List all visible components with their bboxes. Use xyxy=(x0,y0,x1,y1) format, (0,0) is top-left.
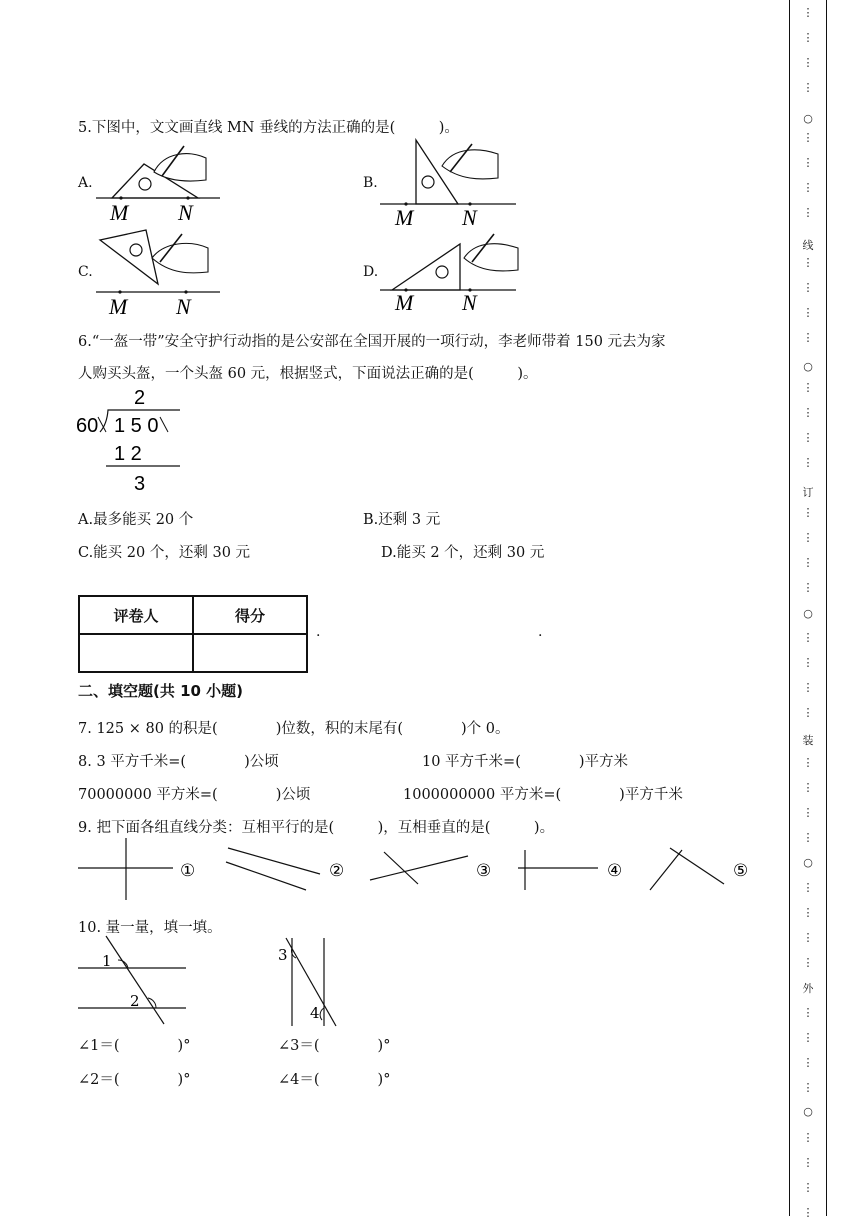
q5-text: 5.下图中，文文画直线 MN 垂线的方法正确的是( )。 xyxy=(78,120,459,136)
angle-label-3: 3 xyxy=(278,946,288,964)
dots-mark: ⋮ xyxy=(802,1081,814,1094)
group-label-1: ① xyxy=(180,861,196,881)
dots-mark: ⋮ xyxy=(802,281,814,294)
q5-option-a: A. xyxy=(78,175,93,191)
q6-option-a: A.最多能买 20 个 xyxy=(78,512,194,528)
dots-mark: ⋮ xyxy=(802,156,814,169)
dots-mark: ⋮ xyxy=(802,556,814,569)
point-n-label: N xyxy=(462,290,477,315)
angle-3-answer: ∠3＝( )° xyxy=(278,1038,391,1054)
dots-mark: ⋮ xyxy=(802,1156,814,1169)
dots-mark: ⋮ xyxy=(802,906,814,919)
q5-figure-d xyxy=(380,230,520,320)
q8-d: 1000000000 平方米=( )平方千米 xyxy=(403,787,683,803)
division-quotient: 2 xyxy=(134,387,146,409)
division-product: 1 2 xyxy=(114,443,142,465)
dots-mark: ⋮ xyxy=(802,381,814,394)
margin-char: 外 xyxy=(802,982,814,995)
point-m-label: M xyxy=(109,294,128,319)
q5-figure-c xyxy=(94,228,224,320)
score-table xyxy=(78,595,308,673)
dots-mark: ⋮ xyxy=(802,531,814,544)
dots-mark: ⋮ xyxy=(802,631,814,644)
dots-mark: ⋮ xyxy=(802,31,814,44)
dots-mark: ⋮ xyxy=(802,1006,814,1019)
circle-mark: ○ xyxy=(803,360,813,373)
group-label-2: ② xyxy=(329,861,345,881)
point-m-label: M xyxy=(395,205,414,230)
point-m-label: M xyxy=(110,200,129,225)
dots-mark: ⋮ xyxy=(802,431,814,444)
dots-mark: ⋮ xyxy=(802,506,814,519)
q5-figure-a xyxy=(94,142,224,224)
circle-mark: ○ xyxy=(803,1105,813,1118)
point-n-label: N xyxy=(176,294,191,319)
dots-mark: ⋮ xyxy=(802,1056,814,1069)
dots-mark: ⋮ xyxy=(802,681,814,694)
dots-mark: ⋮ xyxy=(802,181,814,194)
dots-mark: ⋮ xyxy=(802,956,814,969)
dots-mark: ⋮ xyxy=(802,456,814,469)
angle-label-4: 4 xyxy=(310,1004,320,1022)
circle-mark: ○ xyxy=(803,112,813,125)
dots-mark: ⋮ xyxy=(802,581,814,594)
score-cell[interactable] xyxy=(193,634,307,672)
dots-mark: ⋮ xyxy=(802,306,814,319)
dots-mark: ⋮ xyxy=(802,706,814,719)
q5-figure-b xyxy=(380,136,520,228)
q5-option-d: D. xyxy=(363,264,379,280)
q6-option-b: B.还剩 3 元 xyxy=(363,512,441,528)
dots-mark: ⋮ xyxy=(802,756,814,769)
margin-char: 装 xyxy=(802,734,814,747)
dots-mark: ⋮ xyxy=(802,1131,814,1144)
dot-mark: . xyxy=(538,624,543,640)
q9-line-groups xyxy=(78,838,778,898)
angle-label-2: 2 xyxy=(130,992,140,1010)
angle-4-answer: ∠4＝( )° xyxy=(278,1072,391,1088)
grader-cell[interactable] xyxy=(79,634,193,672)
group-label-5: ⑤ xyxy=(733,861,749,881)
group-label-4: ④ xyxy=(607,861,623,881)
dots-mark: ⋮ xyxy=(802,81,814,94)
dots-mark: ⋮ xyxy=(802,206,814,219)
dots-mark: ⋮ xyxy=(802,6,814,19)
dots-mark: ⋮ xyxy=(802,1181,814,1194)
q6-line2: 人购买头盔，一个头盔 60 元，根据竖式，下面说法正确的是( )。 xyxy=(78,366,538,382)
division-divisor: 60 xyxy=(76,415,99,437)
group-label-3: ③ xyxy=(476,861,492,881)
section-title: 二、填空题(共 10 小题) xyxy=(78,682,244,700)
q5-option-b: B. xyxy=(363,175,378,191)
division-dividend: 1 5 0 xyxy=(114,415,159,437)
score-header: 得分 xyxy=(193,596,307,634)
dots-mark: ⋮ xyxy=(802,1031,814,1044)
dots-mark: ⋮ xyxy=(802,256,814,269)
dots-mark: ⋮ xyxy=(802,831,814,844)
q5-option-c: C. xyxy=(78,264,93,280)
circle-mark: ○ xyxy=(803,856,813,869)
dots-mark: ⋮ xyxy=(802,406,814,419)
q8-c: 70000000 平方米=( )公顷 xyxy=(78,787,311,803)
dots-mark: ⋮ xyxy=(802,1206,814,1219)
dots-mark: ⋮ xyxy=(802,931,814,944)
q6-option-d: D.能买 2 个，还剩 30 元 xyxy=(381,545,545,561)
dots-mark: ⋮ xyxy=(802,806,814,819)
q8-a: 8. 3 平方千米=( )公顷 xyxy=(78,754,279,770)
q8-b: 10 平方千米=( )平方米 xyxy=(422,754,629,770)
long-division xyxy=(76,384,186,496)
q7-text: 7. 125 × 80 的积是( )位数，积的末尾有( )个 0。 xyxy=(78,721,510,737)
point-m-label: M xyxy=(395,290,414,315)
division-remainder: 3 xyxy=(134,473,146,495)
grader-header: 评卷人 xyxy=(79,596,193,634)
angle-label-1: 1 xyxy=(102,952,112,970)
binding-sidebar xyxy=(789,0,827,1219)
dots-mark: ⋮ xyxy=(802,131,814,144)
q10-text: 10. 量一量，填一填。 xyxy=(78,920,222,936)
q9-text: 9. 把下面各组直线分类：互相平行的是( )，互相垂直的是( )。 xyxy=(78,820,555,836)
point-n-label: N xyxy=(462,205,477,230)
dots-mark: ⋮ xyxy=(802,781,814,794)
q6-line1: 6.“一盔一带”安全守护行动指的是公安部在全国开展的一项行动，李老师带着 150 元去为家 xyxy=(78,334,666,350)
q10-figure-left xyxy=(78,936,188,1028)
angle-2-answer: ∠2＝( )° xyxy=(78,1072,191,1088)
dots-mark: ⋮ xyxy=(802,881,814,894)
q10-figure-right xyxy=(276,936,346,1028)
margin-char: 订 xyxy=(802,486,814,499)
q6-option-c: C.能买 20 个，还剩 30 元 xyxy=(78,545,251,561)
angle-1-answer: ∠1＝( )° xyxy=(78,1038,191,1054)
point-n-label: N xyxy=(178,200,193,225)
margin-char: 线 xyxy=(802,239,814,252)
dots-mark: ⋮ xyxy=(802,56,814,69)
dot-mark: . xyxy=(316,624,321,640)
dots-mark: ⋮ xyxy=(802,656,814,669)
circle-mark: ○ xyxy=(803,607,813,620)
dots-mark: ⋮ xyxy=(802,331,814,344)
